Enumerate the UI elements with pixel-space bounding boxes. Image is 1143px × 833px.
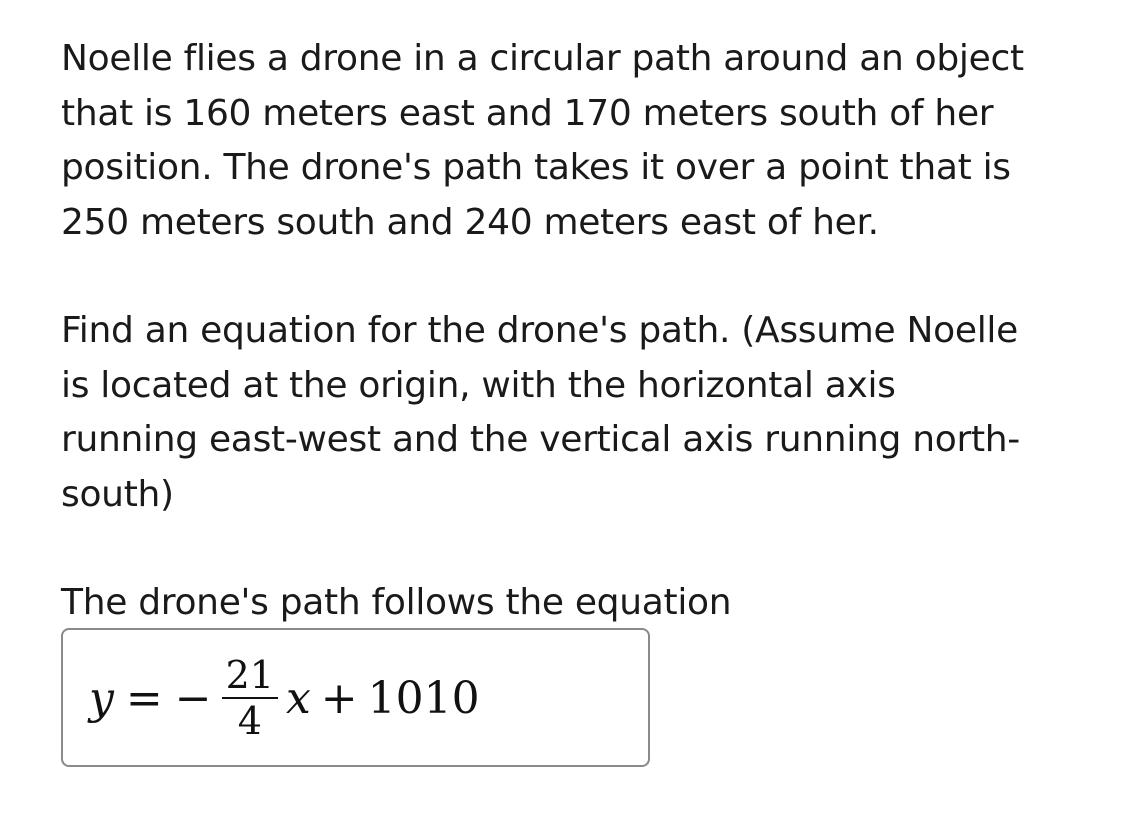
equation — [89, 648, 480, 748]
instruction-line: Find an equation for the drone's path. (Assume Noelle — [61, 310, 1018, 351]
instruction-line: running east-west and the vertical axis running north- — [61, 419, 1020, 460]
equation-lhs: y — [89, 672, 114, 724]
equation-constant: 1010 — [367, 672, 480, 724]
equation-variable: x — [285, 672, 311, 724]
answer-prompt — [61, 576, 1111, 631]
answer-prompt-text: The drone's path follows the equation — [61, 582, 732, 623]
problem-line: Noelle flies a drone in a circular path around an object — [61, 38, 1024, 79]
problem-instructions — [61, 304, 1111, 522]
plus-sign: + — [320, 672, 358, 724]
problem-line: that is 160 meters east and 170 meters south of her — [61, 92, 994, 134]
question-content — [61, 32, 1111, 631]
instruction-line: south) — [61, 473, 174, 515]
fraction-denominator: 4 — [237, 699, 262, 743]
instruction-line: is located at the origin, with the horizontal axis — [61, 364, 896, 406]
problem-line: position. The drone's path takes it over a point that is — [61, 147, 1011, 188]
answer-input-box[interactable] — [61, 628, 650, 767]
slope-fraction — [222, 653, 278, 743]
problem-statement — [61, 32, 1111, 250]
minus-sign: − — [174, 672, 212, 724]
problem-line: 250 meters south and 240 meters east of her. — [61, 201, 879, 243]
fraction-numerator: 21 — [222, 656, 278, 699]
equals-sign: = — [125, 672, 163, 724]
